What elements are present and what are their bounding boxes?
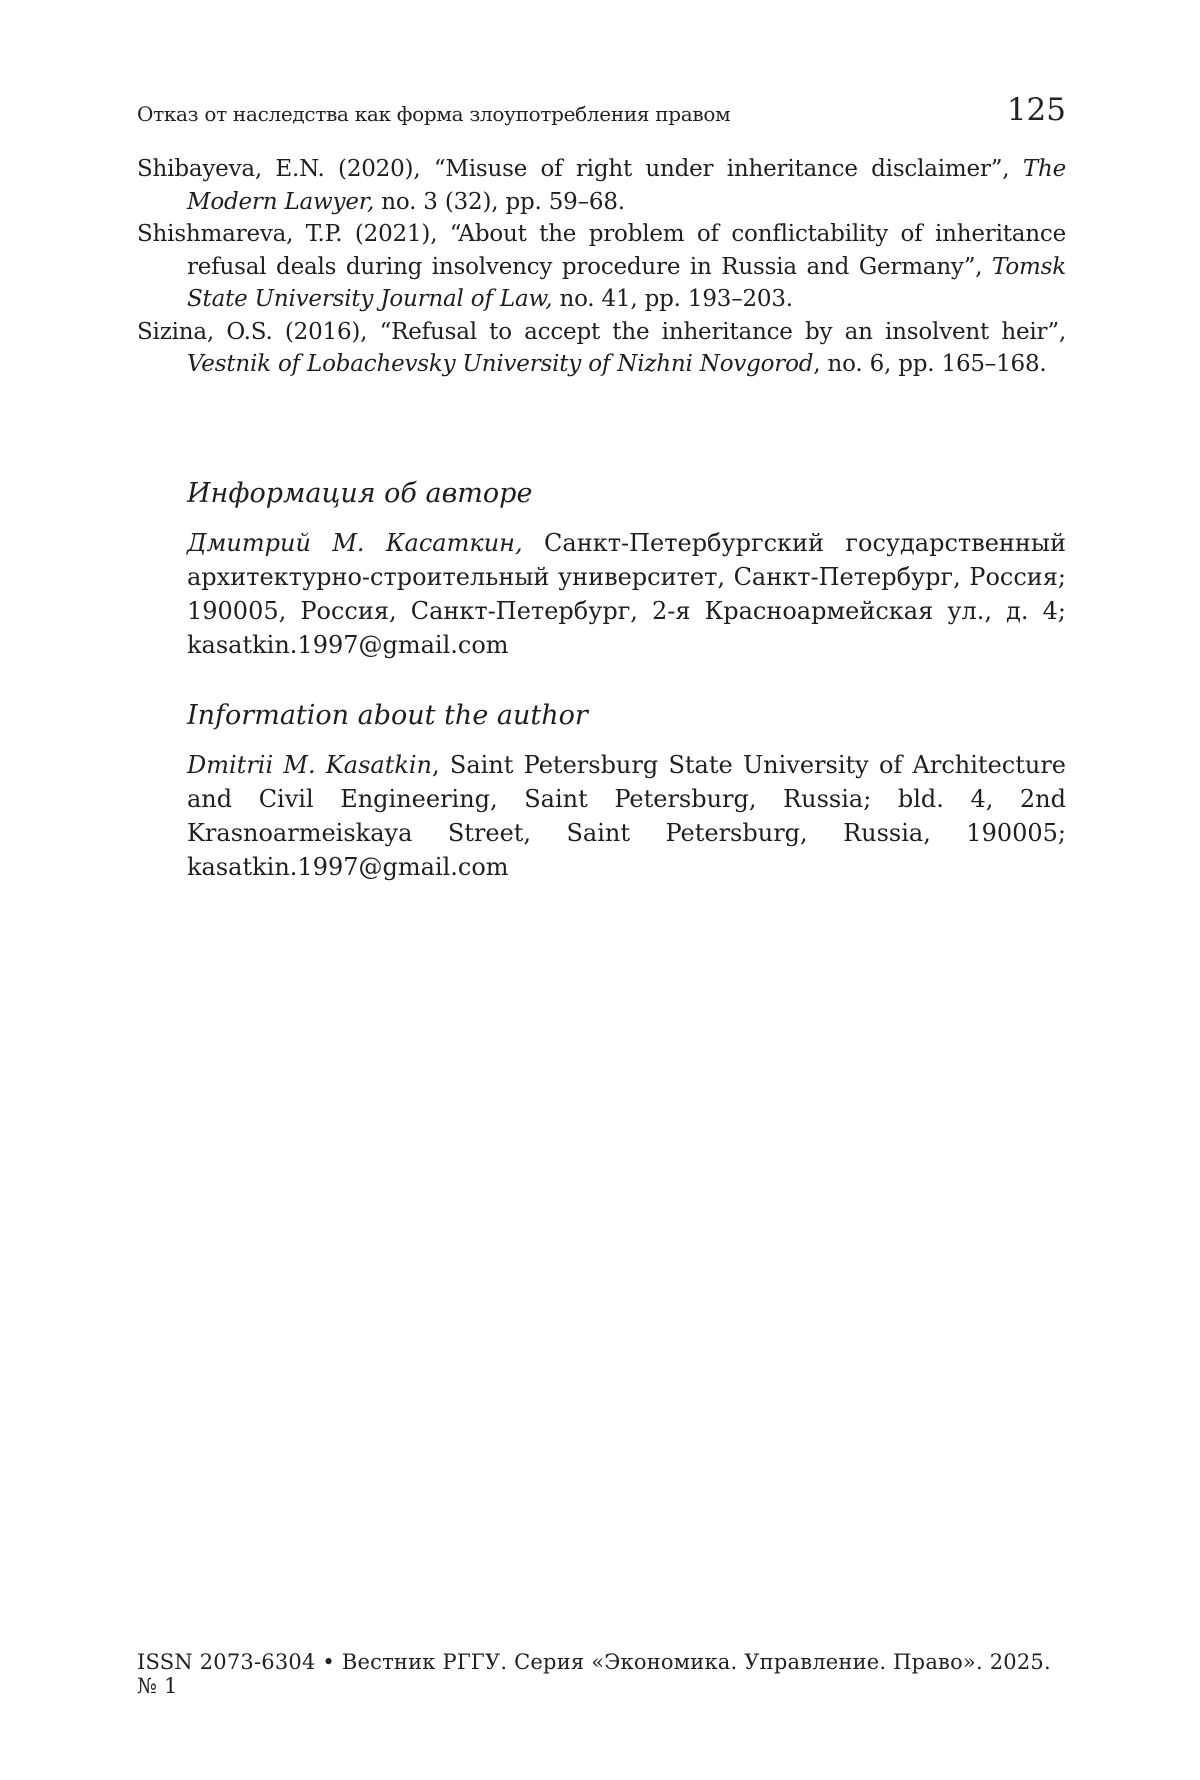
author-info-heading-ru: Информация об авторе (187, 476, 1066, 512)
running-title: Отказ от наследства как форма злоупотребления правом (137, 102, 730, 126)
author-details-ru: Санкт-Петербургский государственный архитектурно-строительный университет, Санкт-Петербург, Россия; 190005, Россия, Санкт-Петербург, 2-я Красноармейская ул., д. 4; kasatkin.1997@gmail.com (187, 529, 1066, 659)
reference-journal: The Modern Lawyer, (187, 156, 1066, 215)
reference-list (137, 153, 1066, 381)
author-info-en (187, 698, 1066, 884)
author-info-heading-en: Information about the author (187, 698, 1066, 734)
author-name-en: Dmitrii M. Kasatkin (187, 751, 432, 779)
author-info-text-ru (187, 526, 1066, 662)
author-info-text-en (187, 748, 1066, 884)
reference-item (137, 316, 1066, 381)
reference-tail: no. 3 (32), pp. 59–68. (374, 189, 625, 215)
journal-footer: ISSN 2073-6304 • Вестник РГГУ. Серия «Экономика. Управление. Право». 2025. № 1 (137, 1650, 1066, 1698)
reference-text: Shibayeva, E.N. (2020), “Misuse of right under inheritance disclaimer”, (137, 156, 1023, 182)
reference-journal: Tomsk State University Journal of Law, (187, 254, 1066, 313)
author-info-ru (187, 476, 1066, 662)
author-details-en: , Saint Petersburg State University of Architecture and Civil Engineering, Saint Petersburg, Russia; bld. 4, 2nd Krasnoarmeiskaya Street, Saint Petersburg, Russia, 190005; kasatkin.1997@gmail.com (187, 751, 1066, 881)
reference-tail: no. 41, pp. 193–203. (552, 286, 793, 312)
reference-item (137, 153, 1066, 218)
reference-text: Shishmareva, T.P. (2021), “About the problem of conflictability of inheritance refusal deals during insolvency procedure in Russia and Germany”, (137, 221, 1066, 280)
reference-text: Sizina, O.S. (2016), “Refusal to accept the inheritance by an insolvent heir”, (137, 319, 1066, 345)
author-name-ru: Дмитрий М. Касаткин, (187, 529, 523, 557)
reference-item (137, 218, 1066, 316)
page-number: 125 (1007, 92, 1066, 128)
reference-journal: Vestnik of Lobachevsky University of Nizhni Novgorod (187, 351, 813, 377)
reference-tail: , no. 6, pp. 165–168. (813, 351, 1046, 377)
